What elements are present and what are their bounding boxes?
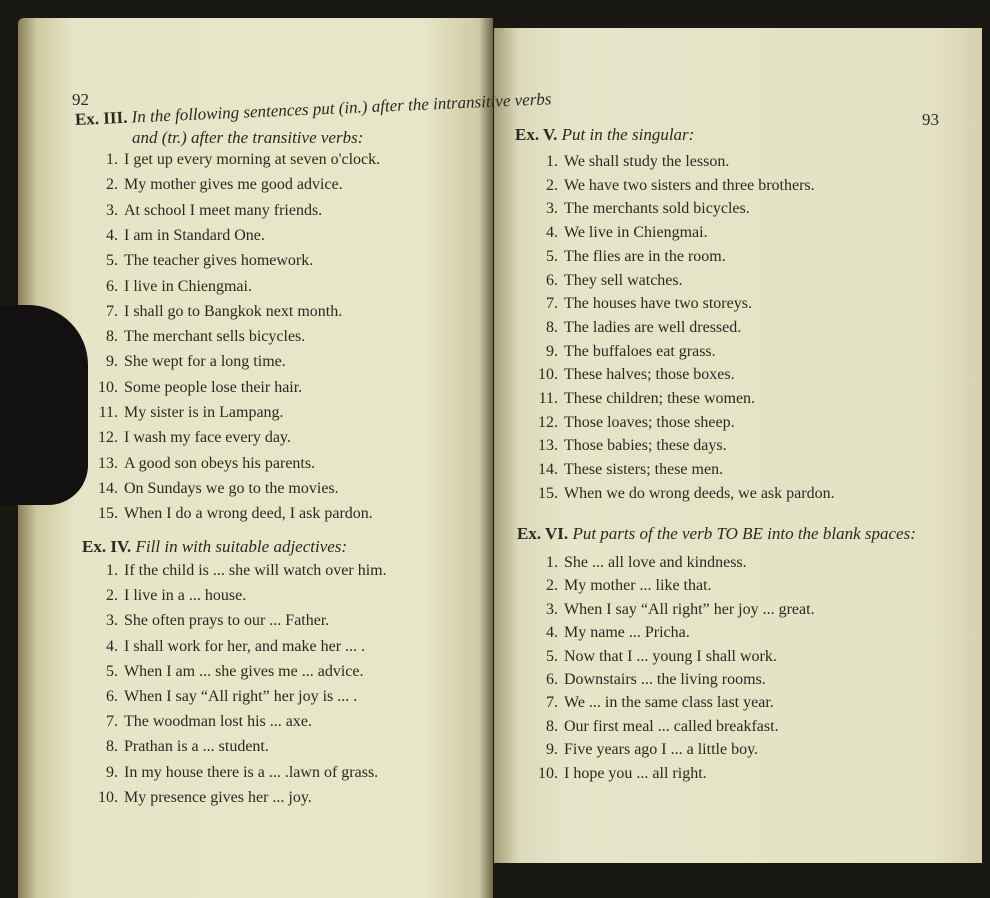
item-number: 12. bbox=[98, 429, 118, 447]
list-item bbox=[532, 248, 726, 266]
item-number: 13. bbox=[538, 437, 558, 455]
item-text: Those babies; these days. bbox=[564, 437, 727, 455]
list-item bbox=[532, 648, 777, 666]
list-item bbox=[92, 151, 380, 169]
item-text: The flies are in the room. bbox=[564, 247, 726, 265]
item-number: 8. bbox=[546, 717, 558, 735]
list-item bbox=[532, 461, 723, 479]
item-text: The merchant sells bicycles. bbox=[124, 328, 306, 346]
list-item bbox=[532, 624, 690, 642]
list-item bbox=[92, 587, 246, 605]
list-item bbox=[532, 741, 758, 759]
list-item bbox=[532, 343, 716, 361]
item-number: 11. bbox=[538, 390, 558, 407]
ex4-label: Ex. IV. bbox=[82, 537, 132, 556]
list-item bbox=[92, 764, 378, 782]
item-text: Some people lose their hair. bbox=[124, 378, 303, 396]
list-item bbox=[532, 601, 815, 619]
item-number: 2. bbox=[546, 176, 558, 194]
item-text: The buffaloes eat grass. bbox=[564, 342, 716, 360]
list-item bbox=[92, 612, 329, 630]
item-number: 7. bbox=[106, 713, 118, 731]
item-number: 4. bbox=[546, 224, 558, 242]
item-number: 3. bbox=[546, 600, 558, 618]
list-item bbox=[92, 227, 265, 245]
list-item bbox=[532, 153, 729, 171]
item-number: 1. bbox=[106, 151, 118, 168]
item-number: 2. bbox=[106, 587, 118, 605]
list-item bbox=[532, 485, 835, 503]
list-item bbox=[532, 366, 735, 384]
item-number: 5. bbox=[546, 647, 558, 665]
list-item bbox=[532, 765, 707, 783]
item-number: 6. bbox=[106, 277, 118, 295]
list-item bbox=[532, 414, 735, 432]
item-text: She often prays to our ... Father. bbox=[124, 612, 330, 630]
item-number: 7. bbox=[106, 302, 118, 320]
list-item bbox=[532, 200, 750, 218]
item-text: In my house there is a ... .lawn of grass. bbox=[124, 763, 379, 781]
ex4-heading bbox=[82, 537, 347, 557]
ex6-heading bbox=[517, 524, 916, 544]
list-item bbox=[532, 390, 755, 408]
list-item bbox=[92, 429, 291, 447]
item-number: 6. bbox=[106, 688, 118, 705]
item-number: 4. bbox=[106, 637, 118, 655]
item-text: The teacher gives homework. bbox=[124, 252, 314, 270]
item-number: 1. bbox=[106, 562, 118, 579]
item-text: These children; these women. bbox=[564, 390, 756, 407]
item-text: At school I meet many friends. bbox=[124, 201, 323, 219]
ex3-instruction-1: In the following sentences put (in.) after the intransitive verbs bbox=[131, 89, 552, 127]
item-text: I get up every morning at seven o'clock. bbox=[124, 151, 381, 168]
item-text: I live in a ... house. bbox=[124, 587, 247, 605]
item-number: 8. bbox=[106, 328, 118, 346]
list-item bbox=[92, 713, 312, 731]
list-item bbox=[92, 562, 387, 580]
item-text: Five years ago I ... a little boy. bbox=[564, 741, 759, 759]
item-text: She wept for a long time. bbox=[124, 353, 286, 371]
item-text: The merchants sold bicycles. bbox=[564, 200, 750, 218]
item-number: 11. bbox=[98, 404, 118, 421]
item-number: 7. bbox=[546, 694, 558, 712]
list-item bbox=[92, 789, 312, 807]
ex5-label: Ex. V. bbox=[515, 125, 558, 144]
ex6-label: Ex. VI. bbox=[517, 524, 569, 543]
item-text: Those loaves; those sheep. bbox=[564, 413, 735, 431]
item-number: 9. bbox=[546, 342, 558, 360]
item-text: These halves; those boxes. bbox=[564, 366, 735, 384]
item-text: Now that I ... young I shall work. bbox=[564, 647, 777, 665]
list-item bbox=[92, 404, 284, 422]
item-text: I shall go to Bangkok next month. bbox=[124, 302, 343, 320]
item-text: The houses have two storeys. bbox=[564, 295, 752, 313]
item-text: They sell watches. bbox=[564, 271, 683, 289]
ex6-instruction: Put parts of the verb TO BE into the blank spaces: bbox=[572, 524, 916, 543]
ex4-instruction: Fill in with suitable adjectives: bbox=[135, 537, 348, 556]
item-text: Prathan is a ... student. bbox=[124, 738, 269, 756]
item-number: 13. bbox=[98, 454, 118, 472]
item-text: I hope you ... all right. bbox=[564, 764, 707, 782]
list-item bbox=[92, 663, 363, 681]
item-number: 9. bbox=[106, 353, 118, 371]
item-text: If the child is ... she will watch over him. bbox=[124, 562, 387, 579]
list-item bbox=[92, 328, 305, 346]
list-item bbox=[532, 295, 752, 313]
ex5-heading bbox=[515, 125, 694, 145]
item-number: 3. bbox=[546, 200, 558, 218]
item-text: The woodman lost his ... axe. bbox=[124, 713, 312, 731]
list-item bbox=[92, 252, 313, 270]
item-text: My mother ... like that. bbox=[564, 577, 712, 595]
item-text: We ... in the same class last year. bbox=[564, 694, 774, 712]
item-number: 4. bbox=[106, 226, 118, 244]
list-item bbox=[532, 671, 766, 689]
item-number: 10. bbox=[538, 366, 558, 384]
page-number-right: 93 bbox=[922, 110, 939, 129]
item-number: 9. bbox=[106, 763, 118, 781]
ex3-label: Ex. III. bbox=[74, 107, 128, 129]
item-text: When I say “All right” her joy is ... . bbox=[124, 688, 358, 705]
list-item bbox=[92, 738, 269, 756]
ex5-instruction: Put in the singular: bbox=[561, 125, 695, 144]
item-text: We live in Chiengmai. bbox=[564, 224, 708, 242]
item-text: Downstairs ... the living rooms. bbox=[564, 671, 766, 688]
item-number: 10. bbox=[538, 764, 558, 782]
list-item bbox=[92, 353, 286, 371]
item-number: 14. bbox=[538, 461, 558, 479]
item-number: 6. bbox=[546, 271, 558, 289]
list-item bbox=[92, 505, 373, 523]
item-number: 3. bbox=[106, 612, 118, 630]
list-item bbox=[532, 718, 779, 736]
item-text: We shall study the lesson. bbox=[564, 153, 730, 170]
list-item bbox=[532, 554, 747, 572]
ex3-instruction-2: and (tr.) after the transitive verbs: bbox=[132, 128, 364, 147]
item-number: 15. bbox=[98, 505, 118, 523]
item-number: 15. bbox=[538, 484, 558, 502]
list-item bbox=[92, 202, 322, 220]
item-text: These sisters; these men. bbox=[564, 461, 724, 479]
list-item bbox=[532, 694, 774, 712]
item-number: 6. bbox=[546, 671, 558, 688]
list-item bbox=[532, 272, 683, 290]
list-item bbox=[92, 278, 252, 296]
item-text: My mother gives me good advice. bbox=[124, 176, 343, 194]
item-number: 5. bbox=[106, 662, 118, 680]
item-text: When I am ... she gives me ... advice. bbox=[124, 662, 364, 680]
item-number: 12. bbox=[538, 413, 558, 431]
item-text: Our first meal ... called breakfast. bbox=[564, 717, 779, 735]
item-text: When I say “All right” her joy ... great. bbox=[564, 600, 815, 618]
list-item bbox=[532, 177, 815, 195]
page-number-left: 92 bbox=[72, 90, 89, 109]
list-item bbox=[92, 480, 339, 498]
list-item bbox=[92, 176, 343, 194]
item-number: 1. bbox=[546, 153, 558, 170]
item-number: 14. bbox=[98, 479, 118, 497]
item-number: 8. bbox=[546, 318, 558, 336]
item-text: My sister is in Lampang. bbox=[124, 404, 284, 421]
item-number: 7. bbox=[546, 295, 558, 313]
item-text: My name ... Pricha. bbox=[564, 624, 690, 642]
item-number: 10. bbox=[98, 788, 118, 806]
item-text: My presence gives her ... joy. bbox=[124, 788, 312, 806]
item-text: I am in Standard One. bbox=[124, 226, 265, 244]
item-text: I live in Chiengmai. bbox=[124, 277, 252, 295]
list-item bbox=[532, 319, 741, 337]
item-text: The ladies are well dressed. bbox=[564, 318, 742, 336]
item-text: I shall work for her, and make her ... . bbox=[124, 637, 366, 655]
list-item bbox=[92, 638, 365, 656]
list-item bbox=[532, 224, 708, 242]
list-item bbox=[92, 688, 357, 706]
item-text: When we do wrong deeds, we ask pardon. bbox=[564, 484, 835, 502]
item-text: On Sundays we go to the movies. bbox=[124, 479, 339, 497]
list-item bbox=[532, 577, 712, 595]
list-item bbox=[532, 437, 727, 455]
thumb-shadow bbox=[0, 305, 88, 505]
list-item bbox=[92, 379, 302, 397]
item-text: When I do a wrong deed, I ask pardon. bbox=[124, 505, 373, 523]
item-number: 2. bbox=[106, 176, 118, 194]
item-number: 10. bbox=[98, 378, 118, 396]
list-item bbox=[92, 303, 342, 321]
item-number: 9. bbox=[546, 741, 558, 759]
item-text: She ... all love and kindness. bbox=[564, 554, 747, 571]
item-number: 8. bbox=[106, 738, 118, 756]
item-number: 1. bbox=[546, 554, 558, 571]
item-text: A good son obeys his parents. bbox=[124, 454, 316, 472]
item-number: 5. bbox=[106, 252, 118, 270]
list-item bbox=[92, 455, 315, 473]
item-text: I wash my face every day. bbox=[124, 429, 291, 447]
item-number: 5. bbox=[546, 247, 558, 265]
item-text: We have two sisters and three brothers. bbox=[564, 176, 815, 194]
item-number: 2. bbox=[546, 577, 558, 595]
item-number: 3. bbox=[106, 201, 118, 219]
item-number: 4. bbox=[546, 624, 558, 642]
